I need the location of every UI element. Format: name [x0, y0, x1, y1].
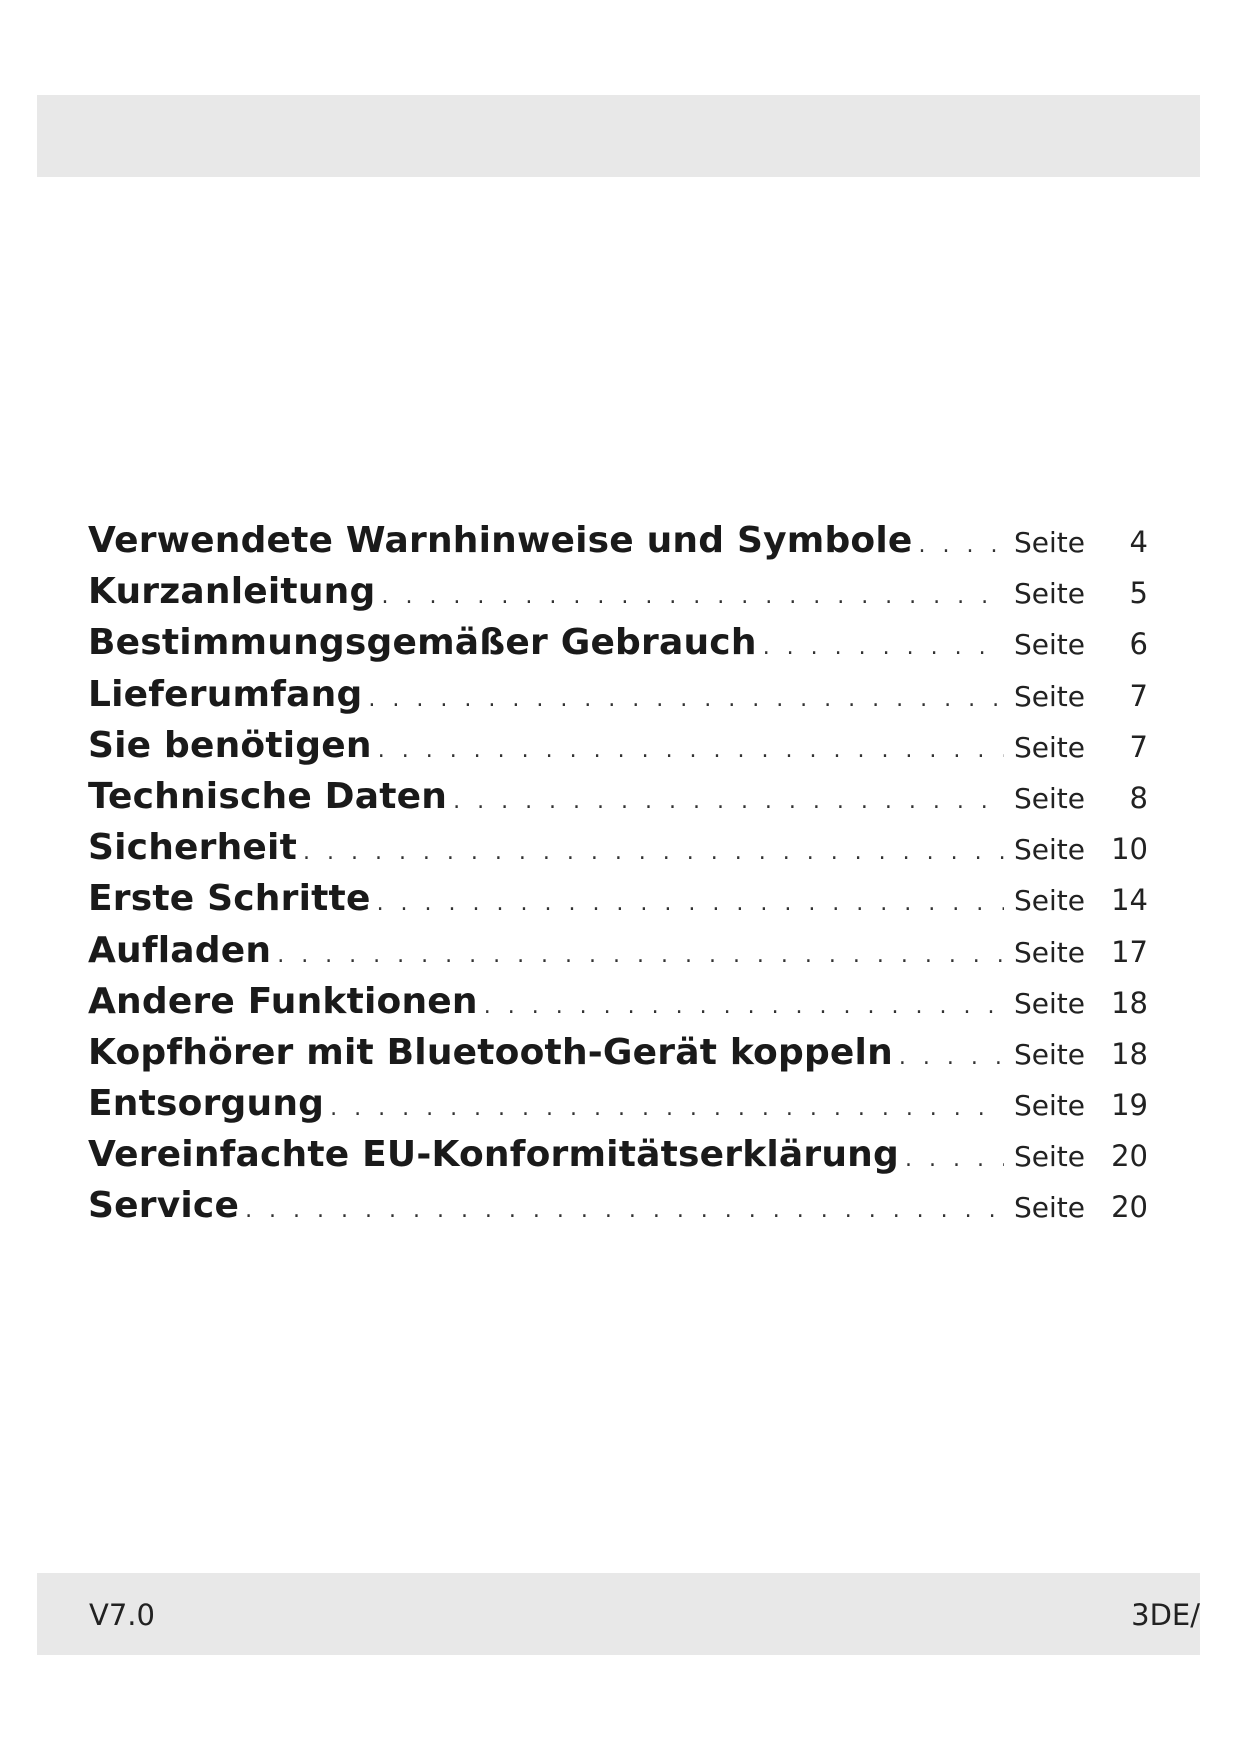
toc-entry-title: Lieferumfang [88, 673, 363, 715]
toc-entry-seite-label: Seite [1014, 935, 1085, 969]
toc-entry-title: Verwendete Warnhinweise und Symbole [88, 520, 913, 561]
toc-entry-title: Kurzanleitung [88, 571, 376, 613]
toc-entry-title: Vereinfachte EU-Konformitätserklärung [88, 1134, 899, 1176]
toc-entry-seite-label: Seite [1014, 1089, 1085, 1123]
toc-entry-seite-label: Seite [1014, 884, 1085, 918]
toc-entry-seite-label: Seite [1014, 781, 1085, 815]
toc-entry[interactable] [88, 776, 1148, 827]
toc-entry[interactable] [88, 878, 1148, 929]
toc-entry-page-number: 4 [1129, 525, 1148, 559]
toc-entry-page-number: 20 [1111, 1190, 1148, 1225]
toc-entry-page-number: 20 [1111, 1139, 1148, 1174]
toc-entry-page-number: 18 [1111, 985, 1148, 1020]
toc-entry-seite-label: Seite [1014, 1191, 1085, 1225]
toc-entry-seite-label: Seite [1014, 526, 1085, 559]
toc-entry-seite-label: Seite [1014, 1037, 1085, 1071]
page-number-label: 3DE/ [1131, 1598, 1200, 1632]
toc-entry[interactable] [88, 674, 1148, 725]
toc-entry-page-number: 14 [1111, 883, 1148, 918]
toc-entry-title: Technische Daten [88, 775, 448, 817]
toc-entry-page-number: 17 [1111, 934, 1148, 969]
toc-entry[interactable] [88, 930, 1148, 981]
footer-band [37, 1573, 1200, 1655]
toc-entry-seite-label: Seite [1014, 628, 1085, 662]
toc-entry[interactable] [88, 827, 1148, 878]
toc-entry-seite-label: Seite [1014, 833, 1085, 867]
dot-leader [899, 1045, 1004, 1070]
toc-entry-page-number: 6 [1129, 627, 1148, 662]
toc-entry-page-number: 10 [1111, 832, 1148, 867]
toc-entry[interactable] [88, 520, 1148, 571]
dot-leader [378, 738, 1004, 763]
toc-entry-page-number: 8 [1129, 780, 1148, 815]
toc-entry-page-number: 19 [1111, 1088, 1148, 1123]
toc-entry-seite-label: Seite [1014, 1140, 1085, 1174]
toc-entry-title: Sie benötigen [88, 724, 372, 766]
dot-leader [377, 891, 1004, 916]
toc-entry-title: Sicherheit [88, 827, 297, 869]
toc-entry-title: Aufladen [88, 929, 272, 971]
dot-leader [303, 840, 1004, 865]
toc-entry[interactable] [88, 571, 1148, 622]
dot-leader [368, 687, 1004, 712]
toc-entry[interactable] [88, 1032, 1148, 1083]
toc-entry[interactable] [88, 622, 1148, 673]
dot-leader [277, 943, 1004, 968]
toc-entry-title: Erste Schritte [88, 878, 371, 920]
toc-entry-seite-label: Seite [1014, 679, 1085, 713]
toc-entry-title: Kopfhörer mit Bluetooth-Gerät koppeln [88, 1031, 893, 1073]
toc-entry[interactable] [88, 1134, 1148, 1185]
table-of-contents [88, 520, 1148, 1237]
toc-entry[interactable] [88, 725, 1148, 776]
toc-entry-seite-label: Seite [1014, 730, 1085, 764]
dot-leader [245, 1198, 1004, 1223]
toc-entry[interactable] [88, 981, 1148, 1032]
toc-entry-seite-label: Seite [1014, 986, 1085, 1020]
dot-leader [381, 584, 1004, 609]
version-label: V7.0 [89, 1598, 155, 1632]
toc-entry-title: Andere Funktionen [88, 980, 478, 1022]
toc-entry-title: Service [88, 1185, 240, 1227]
header-band [37, 95, 1200, 177]
toc-entry-seite-label: Seite [1014, 577, 1085, 611]
dot-leader [484, 994, 1004, 1019]
dot-leader [453, 789, 1004, 814]
toc-entry-page-number: 18 [1111, 1036, 1148, 1071]
dot-leader [919, 533, 1004, 558]
toc-entry-title: Bestimmungsgemäßer Gebrauch [88, 622, 757, 664]
toc-entry[interactable] [88, 1185, 1148, 1236]
toc-entry-title: Entsorgung [88, 1083, 325, 1125]
dot-leader [330, 1096, 1004, 1121]
dot-leader [905, 1147, 1004, 1172]
toc-entry-page-number: 7 [1129, 678, 1148, 713]
toc-entry-page-number: 7 [1129, 729, 1148, 764]
toc-entry[interactable] [88, 1083, 1148, 1134]
dot-leader [763, 635, 1004, 660]
toc-entry-page-number: 5 [1129, 576, 1148, 611]
